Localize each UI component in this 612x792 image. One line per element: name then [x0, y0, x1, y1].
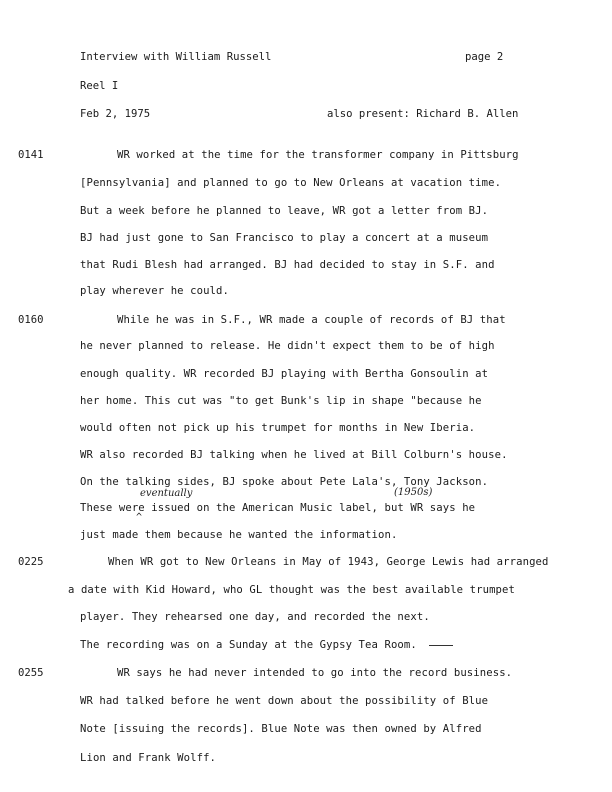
- paragraph-line: When WR got to New Orleans in May of 1943, George Lewis had arranged: [108, 556, 549, 568]
- paragraph-line: a date with Kid Howard, who GL thought was the best available trumpet: [68, 584, 515, 596]
- paragraph-line: While he was in S.F., WR made a couple of records of BJ that: [117, 314, 506, 326]
- paragraph-line: player. They rehearsed one day, and recorded the next.: [80, 611, 430, 623]
- document-title: Interview with William Russell: [80, 51, 272, 63]
- paragraph-number-0225: 0225: [18, 556, 44, 568]
- also-present: also present: Richard B. Allen: [327, 108, 519, 120]
- paragraph-line: Note [issuing the records]. Blue Note was then owned by Alfred: [80, 723, 482, 735]
- paragraph-line: [Pennsylvania] and planned to go to New Orleans at vacation time.: [80, 177, 502, 189]
- interview-date: Feb 2, 1975: [80, 108, 151, 120]
- strike-through: [429, 645, 453, 646]
- paragraph-line: WR says he had never intended to go into the record business.: [117, 667, 513, 679]
- paragraph-line: The recording was on a Sunday at the Gypsy Tea Room.: [80, 639, 417, 651]
- paragraph-number-0141: 0141: [18, 149, 44, 161]
- paragraph-line: These were issued on the American Music label, but WR says he: [80, 502, 476, 514]
- paragraph-number-0160: 0160: [18, 314, 44, 326]
- paragraph-line: enough quality. WR recorded BJ playing with Bertha Gonsoulin at: [80, 368, 489, 380]
- paragraph-line: that Rudi Blesh had arranged. BJ had decided to stay in S.F. and: [80, 259, 495, 271]
- paragraph-line: play wherever he could.: [80, 285, 229, 297]
- reel-label: Reel I: [80, 80, 119, 92]
- handwritten-note: (1950s): [394, 487, 433, 498]
- paragraph-line: BJ had just gone to San Francisco to play a concert at a museum: [80, 232, 489, 244]
- paragraph-line: On the talking sides, BJ spoke about Pete Lala's, Tony Jackson.: [80, 476, 489, 488]
- paragraph-line: her home. This cut was "to get Bunk's lip in shape "because he: [80, 395, 482, 407]
- paragraph-line: he never planned to release. He didn't expect them to be of high: [80, 340, 495, 352]
- paragraph-line: WR worked at the time for the transformer company in Pittsburg: [117, 149, 519, 161]
- paragraph-number-0255: 0255: [18, 667, 44, 679]
- paragraph-line: just made them because he wanted the information.: [80, 529, 398, 541]
- paragraph-line: Lion and Frank Wolff.: [80, 752, 217, 764]
- handwritten-insert: eventually: [140, 488, 193, 499]
- paragraph-line: WR had talked before he went down about the possibility of Blue: [80, 695, 489, 707]
- insertion-caret: ^: [136, 512, 143, 523]
- paragraph-line: WR also recorded BJ talking when he lived at Bill Colburn's house.: [80, 449, 508, 461]
- paragraph-line: would often not pick up his trumpet for months in New Iberia.: [80, 422, 476, 434]
- paragraph-line: But a week before he planned to leave, WR got a letter from BJ.: [80, 205, 489, 217]
- page-number: page 2: [465, 51, 504, 63]
